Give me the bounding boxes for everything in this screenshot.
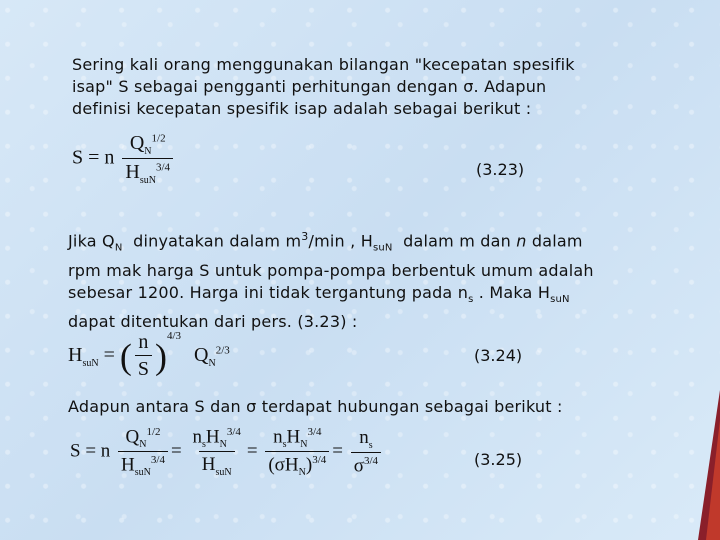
eq-323-numerator: $Q_N^{1/2}$ <box>129 132 166 157</box>
equation-3-23 <box>72 132 176 186</box>
equation-3-24: $H_{suN}$ = ( $\frac{n}{S}$ )$^{4/3}$ $Q_N^{2/3}$ <box>68 330 230 381</box>
eq-323-denominator: $H_{suN}^{3/4}$ <box>122 158 173 186</box>
units-line-4: dapat ditentukan dari pers. (3.23) : <box>68 311 358 331</box>
paragraph-intro <box>72 54 575 120</box>
eq-324-lhs: $H_{suN}$ = <box>68 344 115 369</box>
intro-line-2: isap" S sebagai pengganti perhitungan dengan σ. Adapun <box>72 77 547 96</box>
paragraph-relation: Adapun antara S dan σ terdapat hubungan sebagai berikut : <box>68 397 563 416</box>
units-line-3: sebesar 1200. Harga ini tidak tergantung pada $n_s$ . Maka $H_{suN}$ <box>68 282 570 305</box>
paragraph-units <box>68 226 594 333</box>
eq-325-lhs: S = n <box>70 440 111 462</box>
eq-325-number: (3.25) <box>474 450 523 469</box>
equation-3-25: S = n $\frac{Q_N^{1/2}}{H_{suN}^{3/4}}$ = $\frac{n_sH_N^{3/4}}{H_{suN}}$ = $\frac{n_sH_N^{3/4}}{(\sigma H_N)^{3/4}}$ = $\frac{n_s}{\sigma^{3/4}}$ <box>70 426 384 478</box>
intro-line-1: Sering kali orang menggunakan bilangan "kecepatan spesifik <box>72 55 575 74</box>
eq-324-outer-exp: 4/3 <box>166 330 182 342</box>
eq-324-number: (3.24) <box>474 346 523 365</box>
eq-324-q: $Q_N^{2/3}$ <box>194 344 230 369</box>
corner-accent-inner <box>706 420 720 540</box>
units-line-1: Jika $Q_N$ dinyatakan dalam $m^3/\min$ , $H_{suN}$ dalam m dan n dalam <box>68 230 583 254</box>
units-line-2: rpm mak harga S untuk pompa-pompa berbentuk umum adalah <box>68 260 594 280</box>
intro-line-3: definisi kecepatan spesifik isap adalah sebagai berikut : <box>72 99 532 118</box>
eq-323-number: (3.23) <box>476 160 525 179</box>
eq-323-lhs: S = n <box>72 146 115 169</box>
eq-323-fraction <box>122 132 173 186</box>
eq-324-fraction: $\frac{n}{S}$ <box>135 331 152 381</box>
